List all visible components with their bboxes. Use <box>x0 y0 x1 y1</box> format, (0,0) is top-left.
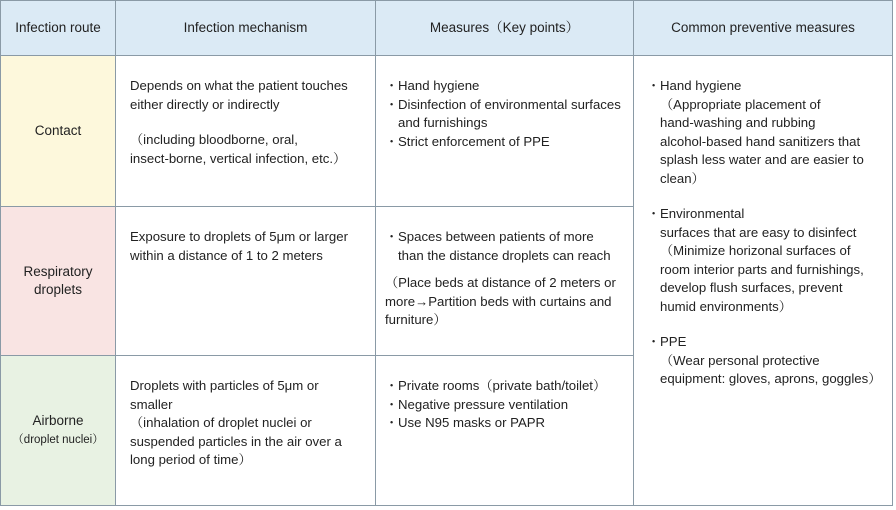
bullet-item: ・ Spaces between patients of more than the distance droplets can reach <box>385 229 611 263</box>
measures-contact <box>376 56 634 207</box>
header-measures <box>376 1 634 56</box>
text-line: insect-borne, vertical infection, etc.） <box>130 150 347 166</box>
text-line: either directly or indirectly <box>130 96 280 112</box>
text-line: （including bloodborne, oral, <box>130 132 298 147</box>
text-line: Exposure to droplets of 5μm or larger <box>130 229 348 244</box>
header-label: Infection mechanism <box>183 19 308 35</box>
bullet-item: ・ Private rooms（private bath/toilet） <box>385 378 607 393</box>
route-airborne <box>1 356 116 505</box>
mechanism-contact <box>116 56 376 207</box>
text-line: Droplets with particles of 5μm or <box>130 378 319 393</box>
header-common-measures <box>634 1 892 56</box>
text-line: humid environments） <box>660 298 792 314</box>
bullet-item: ・ Use N95 masks or PAPR <box>385 415 546 430</box>
common-preventive-measures <box>634 56 892 505</box>
header-label: Infection route <box>15 19 101 35</box>
bullet-item: ・ PPE <box>647 334 687 349</box>
route-label: Respiratory <box>23 263 93 279</box>
text-line: equipment: gloves, aprons, goggles） <box>660 371 882 386</box>
text-line: splash less water and are easier to <box>660 152 864 167</box>
text-line: surfaces that are easy to disinfect <box>660 224 857 240</box>
route-label: Contact <box>34 122 82 138</box>
text-line: clean） <box>660 170 705 186</box>
bullet-item: ・ Hand hygiene <box>385 78 480 93</box>
header-label: Measures（Key points） <box>429 19 580 35</box>
route-contact <box>1 56 116 207</box>
text-line: （inhalation of droplet nuclei or <box>130 415 312 430</box>
text-line: suspended particles in the air over a <box>130 433 342 449</box>
text-line: Depends on what the patient touches <box>130 78 348 93</box>
text-line: （Appropriate placement of <box>660 96 821 112</box>
text-line: hand-washing and rubbing <box>660 115 816 130</box>
text-line: long period of time） <box>130 452 252 467</box>
text-line: （Wear personal protective <box>660 352 820 368</box>
header-label: Common preventive measures <box>671 19 855 35</box>
text-line: smaller <box>130 396 173 412</box>
route-label: Airborne <box>32 413 84 428</box>
mechanism-droplets <box>116 207 376 356</box>
header-infection-route <box>1 1 116 56</box>
text-line: alcohol-based hand sanitizers that <box>660 133 861 149</box>
measures-airborne <box>376 356 634 505</box>
measures-droplets <box>376 207 634 356</box>
text-line: develop flush surfaces, prevent <box>660 280 843 295</box>
text-line: within a distance of 1 to 2 meters <box>130 247 323 263</box>
text-line: more→Partition beds with curtains and <box>385 293 612 309</box>
mechanism-airborne <box>116 356 376 505</box>
text-line: （Place beds at distance of 2 meters or <box>385 275 616 290</box>
bullet-item: ・ Hand hygiene <box>647 78 742 93</box>
bullet-item: ・ Negative pressure ventilation <box>385 396 569 412</box>
text-line: furniture） <box>385 312 447 327</box>
route-sublabel: （droplet nuclei） <box>12 433 104 446</box>
bullet-item: ・ Disinfection of environmental surfaces and furnishings <box>385 96 621 130</box>
bullet-item: ・ Strict enforcement of PPE <box>385 133 550 149</box>
route-sublabel: droplets <box>33 282 83 297</box>
header-infection-mechanism <box>116 1 376 56</box>
text-line: （Minimize horizonal surfaces of <box>660 243 851 258</box>
bullet-item: ・ Environmental <box>647 206 745 221</box>
text-line: room interior parts and furnishings, <box>660 261 864 277</box>
route-respiratory-droplets <box>1 207 116 356</box>
